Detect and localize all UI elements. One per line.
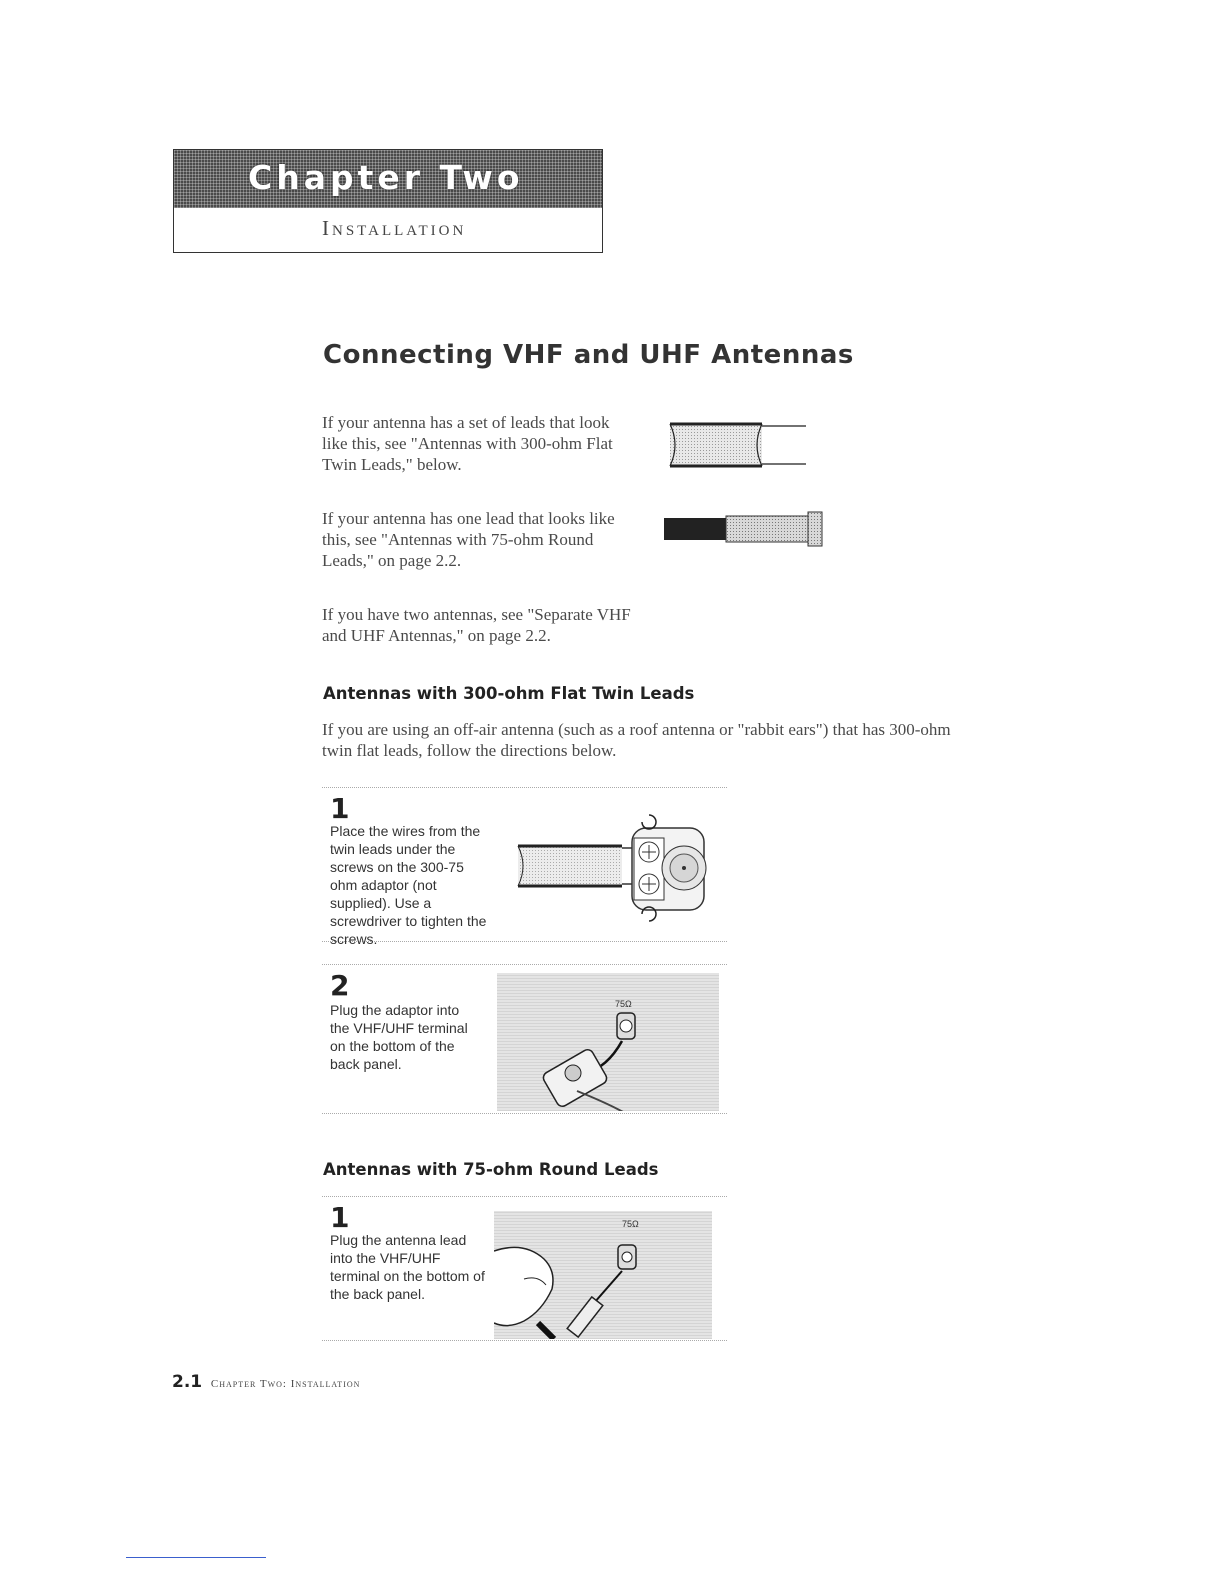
bottom-rule [126, 1557, 266, 1558]
intro-flat-lead-text: If your antenna has a set of leads that look like this, see "Antennas with 300-ohm Flat Twin Leads," below. [322, 413, 613, 474]
flat-twin-lead-icon [664, 420, 814, 470]
chapter-header [173, 149, 603, 253]
intro-round-lead-text: If your antenna has one lead that looks like this, see "Antennas with 75-ohm Round Leads," on page 2.2. [322, 509, 615, 570]
hand-plug-lead-icon [494, 1211, 712, 1339]
step-text: Plug the adaptor into the VHF/UHF terminal on the bottom of the back panel. [330, 1002, 468, 1072]
footer-label: Chapter Two: Installation [210, 1378, 361, 1390]
section-heading-75-ohm: Antennas with 75-ohm Round Leads [323, 1160, 659, 1179]
step-panel [322, 1196, 727, 1341]
back-panel-illustration [497, 973, 719, 1111]
adaptor-screws-icon [514, 808, 714, 928]
chapter-band [174, 150, 602, 208]
page-footer [172, 1372, 360, 1392]
chapter-title: Chapter Two [248, 158, 524, 197]
intro-two-antennas-text: If you have two antennas, see "Separate VHF and UHF Antennas," on page 2.2. [322, 605, 631, 645]
step-panel [322, 964, 727, 1114]
step-number: 1 [330, 1201, 350, 1234]
step-number: 2 [330, 969, 350, 1002]
page-title: Connecting VHF and UHF Antennas [323, 340, 854, 370]
section-300-intro: If you are using an off-air antenna (such as a roof antenna or "rabbit ears") that has 300-ohm twin flat leads, follow the directions below. [322, 720, 951, 760]
page-number: 2.1 [172, 1372, 203, 1392]
terminal-label: 75Ω [622, 1219, 639, 1229]
back-panel-illustration [494, 1211, 712, 1339]
step-number: 1 [330, 792, 350, 825]
step-text: Place the wires from the twin leads under the screws on the 300-75 ohm adaptor (not supplied). Use a screwdriver to tighten the screws. [330, 823, 487, 947]
adaptor-plug-icon [497, 973, 719, 1111]
step-panel [322, 787, 727, 947]
chapter-subtitle: Installation [322, 216, 467, 240]
section-heading-300-ohm: Antennas with 300-ohm Flat Twin Leads [323, 684, 695, 703]
round-lead-icon [664, 510, 834, 550]
step-text: Plug the antenna lead into the VHF/UHF terminal on the bottom of the back panel. [330, 1232, 485, 1302]
terminal-label: 75Ω [615, 999, 632, 1009]
